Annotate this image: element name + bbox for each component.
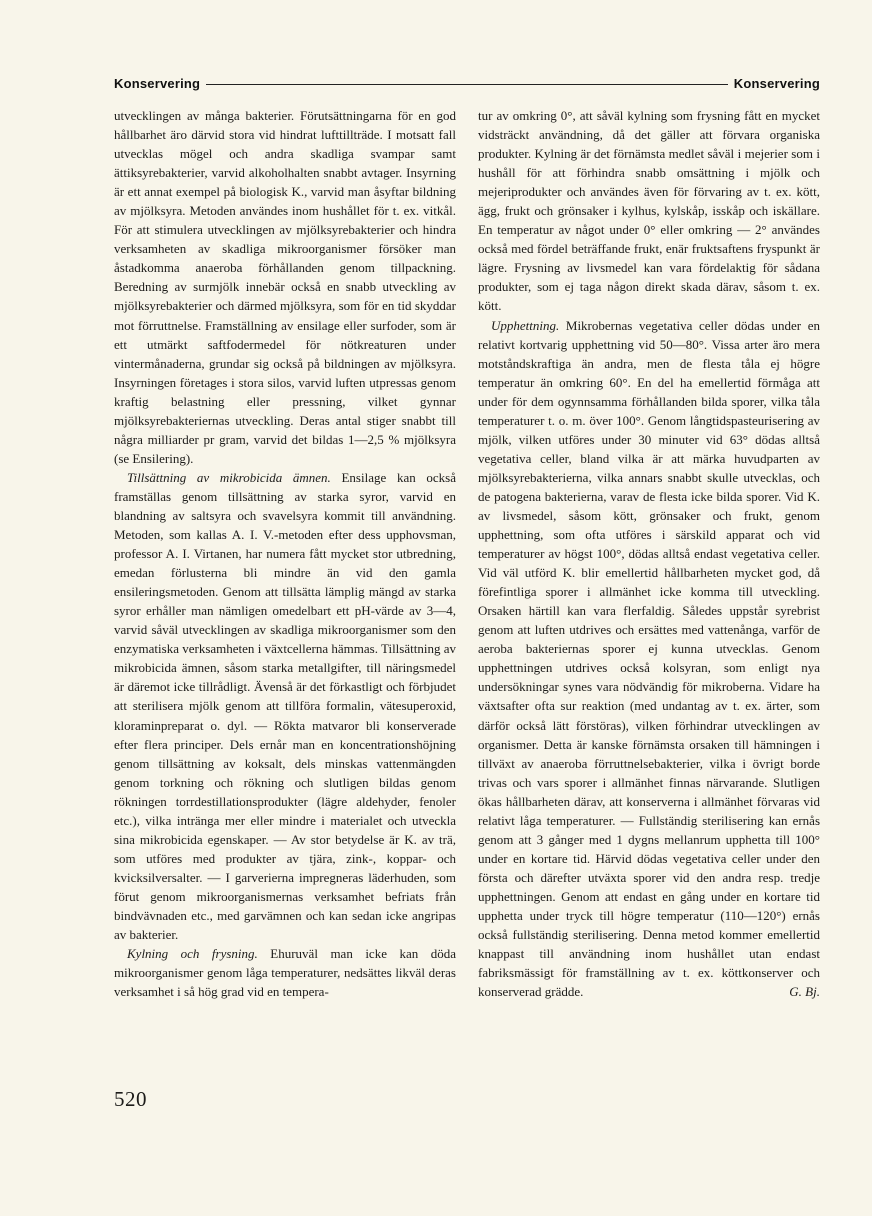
author-signature: G. Bj. (789, 984, 820, 1000)
paragraph-upphettning (478, 316, 820, 1002)
paragraph-continued: tur av omkring 0°, att såväl kylning som frysning fått en mycket vidsträckt användning, då det gäller att förvara organiska produkter. Kylning är det förnämsta medlet såväl i mejerier som i hushåll för att förhindra snabb omsättning i mjölk och mejeriprodukter och användes även för förvaring av t. ex. kött, ägg, frukt och grönsaker i kylhus, kylskåp, isskåp och iskällare. En temperatur av något under 0° eller omkring — 2° användes också med fördel beträffande frukt, enär fruktsaftens fryspunkt är lägre. Frysning av livsmedel kan vara fördelaktig för sådana produkter, som ej taga någon direkt skada därav, såsom t. ex. kött. (478, 108, 820, 314)
paragraph-mikrobicida (114, 468, 456, 944)
section-heading-kylning: Kylning och frysning. (127, 946, 258, 962)
paragraph-kylning (114, 944, 456, 1001)
paragraph-text: Ehuruväl man icke kan döda mikroorganismer genom låga temperaturer, nedsättes likväl deras verksamhet i så hög grad vid en tempera- (114, 946, 457, 1000)
section-heading-upphettning: Upphettning. (491, 317, 560, 333)
section-heading-mikrobicida: Tillsättning av mikrobicida ämnen. (127, 469, 331, 485)
page-number: 520 (114, 1087, 147, 1111)
header-rule (114, 84, 820, 85)
left-column (114, 106, 456, 1001)
paragraph-text: Mikrobernas vegetativa celler dödas under en relativt kortvarig upphettning vid 50—80°. Vissa arter äro mera motståndskraftiga än andra, men de flesta tåla ej högre temperatur än omkring 60°. En del ha emellertid förmåga att under för dem ogynnsamma förhållanden bilda sporer, vilka tåla temperaturer t. o. m. över 100°. Genom långtidspasteurisering av mjölk, vilken utföres under 30 minuter vid 63° dödas alltså vegetativa celler, bland vilka är att märka huvudparten av mjölksyrebakterierna, vilka annars snabbt skulle utvecklas, och de patogena bakterierna, varav de flesta icke bilda sporer. Vid K. av livsmedel, såsom kött, grönsaker och frukt, genom upphettning, som ofta utföres i särskild apparat och vid temperaturer av högst 100°, dödas alltså endast vegetativa celler. Vid väl utförd K. blir emellertid hållbarheten mycket god, då förefintliga sporer i allmänhet icke komma till utveckling. Orsaken härtill kan vara flerfaldig. Således uppstår syrebrist genom att luften utdrives och ersättes med vattenånga, varför de aeroba bakteriernas sporer ej kunna utvecklas. Genom upphettningen utdrives också kolsyran, som enligt nya undersökningar synes vara nödvändig för mikroberna. Vidare ha växtsafter ofta sur reaktion (med undantag av t. ex. ärter, som därför också lätt förstöras), vilken förhindrar utvecklingen av organismer. Detta är kanske förnämsta orsaken till hämningen i tillväxt av anaeroba förruttnelsebakterier, vilka i övrigt borde trivas och vars sporer i allmänhet finnas närvarande. Slutligen ökas hållbarheten därav, att konserverna i allmänhet förvaras vid relativt låga temperaturer. — Fullständig sterilisering kan ernås genom att 3 gånger med 1 dygns mellanrum upphetta till 100° under en kortare tid. Härvid dödas vegetativa celler under den första och därefter utväxta sporer vid den andra resp. tredje upphettningen. Genom att endast en gång under en kortare tid upphetta under tryck till högre temperatur (110—120°) ernås också fullständig sterilisering. Denna metod kommer emellertid knappast till användning inom hushållet utan endast fabriksmässigt för framställning av t. ex. köttkonserver och konserverad grädde. (478, 317, 820, 1000)
paragraph-continued: utvecklingen av många bakterier. Förutsättningarna för en god hållbarhet äro därvid stora vid hindrat lufttillträde. I motsatt fall utvecklas mögel och andra skadliga svampar samt ättiksyrebakterier, varvid alkoholhalten snabbt avtager. Insyrning är ett annat exempel på biologisk K., varvid man åsyftar bildning av mjölksyra. Metoden användes inom hushållet för t. ex. vitkål. För att stimulera utvecklingen av mjölksyrebakterier och hindra verksamheten av skadliga mikroorganismer försöker man åstadkomma anaeroba förhållanden genom tillpackning. Beredning av surmjölk innebär också en snabb utveckling av mjölksyrebakterier och därmed mjölksyra, som för en tid skyddar mot förruttnelse. Framställning av ensilage eller surfoder, som är ett utmärkt saftfodermedel för nötkreaturen under vintermånaderna, grundar sig också på bildningen av mjölksyra. Insyrningen företages i stora silos, varvid luften utpressas genom kraftig belastning eller pressning, vilket gynnar mjölksyrebakteriernas utveckling. Deras antal stiger snabbt till några milliarder pr gram, varvid det bildas 1—2,5 % mjölksyra (se Ensilering). (114, 108, 456, 466)
right-column (478, 106, 820, 1001)
running-header (114, 76, 820, 92)
paragraph-text: Ensilage kan också framställas genom tillsättning av starka syror, varvid en blandning av saltsyra och svavelsyra kommit till användning. Metoden, som kallas A. I. V.-metoden efter dess upphovsman, professor A. I. Virtanen, har numera fått mycket stor utbredning, emedan förlusterna bli mindre än vid den gamla ensileringsmetoden. Genom att tillsätta lämplig mängd av starka syror erhåller man nämligen omedelbart ett pH-värde av 3—4, varvid såväl utvecklingen av skadliga mikroorganismer som den enzymatiska verksamheten i växtcellerna hämmas. Tillsättning av mikrobicida ämnen, såsom starka metallgifter, till näringsmedel är däremot icke tillrådligt. Ävenså är det förkastligt och förbjudet att sterilisera mjölk genom att tillföra formalin, vätesuperoxid, kloraminpreparat o. dyl. — Rökta matvaror bli konserverade efter flera principer. Dels ernår man en koncentrationshöjning genom tillsättning av koksalt, dels minskas vattenmängden genom torkning och rökning och slutligen bildas genom rökningen torrdestillationsprodukter (lägre aldehyder, fenoler etc.), vilka intränga mer eller mindre i materialet och utveckla sina mikrobicida egenskaper. — Av stor betydelse är K. av trä, som utföres med produkter av tjära, zink-, koppar- och kvicksilversalter. — I garverierna impregneras läderhuden, som förut genom mikroorganismernas verksamhet befriats från bindvävnaden etc., med garvämnen och kan sedan icke angripas av bakterier. (114, 469, 456, 943)
header-title-left: Konservering (114, 76, 206, 91)
header-title-right: Konservering (728, 76, 820, 91)
